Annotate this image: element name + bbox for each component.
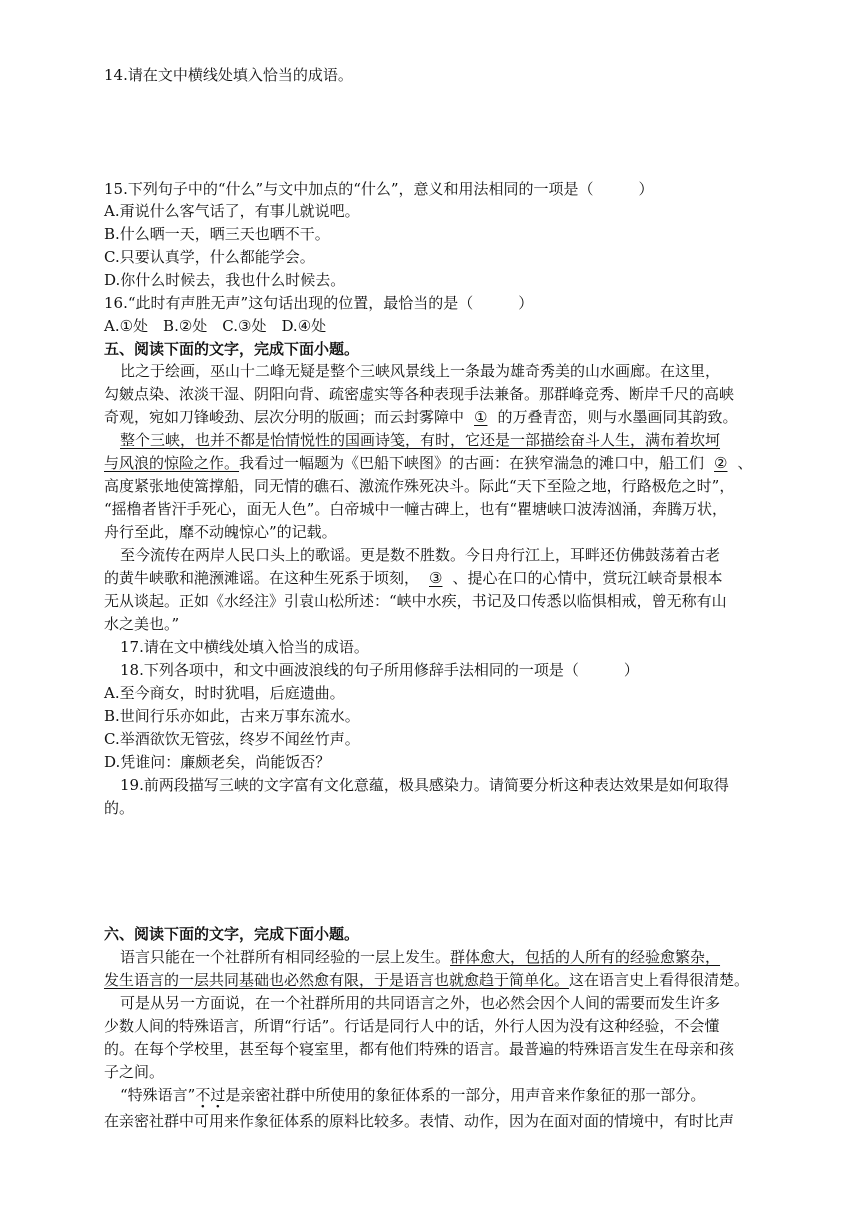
s5-p2-line4: “摇橹者皆汗手死心，面无人色”。白帝城中一幢古碑上，也有“瞿塘峡口波涛汹涌，奔腾万状， <box>104 500 728 518</box>
question-18-option-d: D.凭谁问：廉颇老矣，尚能饭否？ <box>104 753 331 771</box>
s6-p1-underlined-line2: 发生语言的一层共同基础也必然愈有限，于是语言也就愈趋于简单化。 <box>104 971 570 989</box>
s6-p3-line1 <box>120 1084 705 1106</box>
question-15-stem: 15.下列句子中的“什么”与文中加点的“什么”，意义和用法相同的一项是（ ） <box>104 180 654 198</box>
s6-p2-line3: 的。在每个学校里，甚至每个寝室里，都有他们特殊的语言。最普遍的特殊语言发生在母亲和孩 <box>104 1040 735 1058</box>
question-19-line1: 19.前两段描写三峡的文字富有文化意蕴，极具感染力。请简要分析这种表达效果是如何取得 <box>120 776 729 794</box>
question-15-option-d: D.你什么时候去，我也什么时候去。 <box>104 271 346 289</box>
s5-p2-wavy-sentence-line1: 整个三峡，也并不都是怡情悦性的国画诗笺，有时，它还是一部描绘奋斗人生，满布着坎坷 <box>120 431 721 449</box>
s6-p1-line1 <box>120 946 720 968</box>
question-18-option-b: B.世间行乐亦如此，古来万事东流水。 <box>104 707 360 725</box>
s5-p3-line2-text-a: 的黄牛峡歌和滟滪滩谣。在这种生死系于顷刻， <box>104 569 420 587</box>
s5-p1-line1: 比之于绘画，巫山十二峰无疑是整个三峡风景线上一条最为雄奇秀美的山水画廊。在这里， <box>120 362 721 380</box>
s5-p3-line4: 水之美也。” <box>104 615 180 633</box>
s6-p1-line1-text: 语言只能在一个社群所有相同经验的一层上发生。 <box>120 948 451 966</box>
s5-p3-line3: 无从谈起。正如《水经注》引袁山松所述：“峡中水疾，书记及口传悉以临惧相戒，曾无称有山 <box>104 592 727 610</box>
question-15-option-b: B.什么晒一天，晒三天也晒不干。 <box>104 225 330 243</box>
s6-p3-line1-text-a: “特殊语言” <box>120 1086 196 1104</box>
dotted-char-1: 不 <box>195 1086 211 1104</box>
s6-p3-line1-text-b: 是亲密社群中所使用的象征体系的一部分，用声音来作象征的那一部分。 <box>225 1086 706 1104</box>
s5-p2-line2-text: 我看过一幅题为《巴船下峡图》的古画：在狭窄湍急的滩口中，船工们 <box>239 454 705 472</box>
s5-p3-line2-text-b: 、提心在口的心情中，赏玩江峡奇景根本 <box>452 569 723 587</box>
question-15-option-a: A.甭说什么客气话了，有事儿就说吧。 <box>104 202 360 220</box>
s6-p1-line2-text: 这在语言史上看得很清楚。 <box>569 971 750 989</box>
question-14: 14.请在文中横线处填入恰当的成语。 <box>104 66 353 84</box>
s6-p2-line4: 子之间。 <box>104 1063 165 1081</box>
s5-p2-line2 <box>104 452 753 474</box>
s5-p1-line3 <box>104 406 737 428</box>
s6-p2-line1: 可是从另一方面说，在一个社群所用的共同语言之外，也必然会因个人间的需要而发生许多 <box>120 994 721 1012</box>
blank-3: ③ <box>429 569 443 587</box>
question-15-option-c: C.只要认真学，什么都能学会。 <box>104 248 315 266</box>
s5-p1-line3-text-b: 的万叠青峦，则与水墨画同其韵致。 <box>497 408 738 426</box>
blank-2: ② <box>714 454 728 472</box>
s5-p2-line3: 高度紧张地使篙撑船，同无情的礁石、激流作殊死决斗。际此“天下至险之地，行路极危之时”， <box>104 477 735 495</box>
question-16-options: A.①处 B.②处 C.③处 D.④处 <box>104 317 327 335</box>
s6-p2-line2: 少数人间的特殊语言，所谓“行话”。行话是同行人中的话，外行人因为没有这种经验，不会懂 <box>104 1017 720 1035</box>
question-18-option-a: A.至今商女，时时犹唱，后庭遗曲。 <box>104 684 345 702</box>
dotted-char-2: 过 <box>210 1086 226 1104</box>
blank-1: ① <box>474 408 488 426</box>
section-5-heading: 五、阅读下面的文字，完成下面小题。 <box>104 340 360 358</box>
s6-p3-line2: 在亲密社群中可用来作象征体系的原料比较多。表情、动作，因为在面对面的情境中，有时比声 <box>104 1112 735 1130</box>
question-16-stem: 16.“此时有声胜无声”这句话出现的位置，最恰当的是（ ） <box>104 294 534 312</box>
question-17: 17.请在文中横线处填入恰当的成语。 <box>120 638 369 656</box>
s5-p2-line5: 舟行至此，靡不动魄惊心”的记载。 <box>104 523 337 541</box>
s5-p1-line2: 勾皴点染、浓淡干湿、阴阳向背、疏密虚实等各种表现手法兼备。那群峰竞秀、断岸千尺的高峡 <box>104 385 735 403</box>
s6-p1-underlined-line1: 群体愈大，包括的人所有的经验愈繁杂， <box>450 948 721 966</box>
s5-p3-line2 <box>104 567 722 589</box>
section-6-heading: 六、阅读下面的文字，完成下面小题。 <box>104 925 360 943</box>
s5-p1-line3-text-a: 奇观，宛如刀锋峻劲、层次分明的版画；而云封雾障中 <box>104 408 465 426</box>
s5-p2-wavy-sentence-line2: 与风浪的惊险之作。 <box>104 454 240 472</box>
s5-p3-line1: 至今流传在两岸人民口头上的歌谣。更是数不胜数。今日舟行江上，耳畔还仿佛鼓荡着古老 <box>120 546 721 564</box>
question-18-stem: 18.下列各项中，和文中画波浪线的句子所用修辞手法相同的一项是（ ） <box>120 661 639 679</box>
question-19-line2: 的。 <box>104 799 135 817</box>
s5-p2-line2-tail: 、 <box>737 454 753 472</box>
question-18-option-c: C.举酒欲饮无管弦，终岁不闻丝竹声。 <box>104 730 360 748</box>
s6-p1-line2 <box>104 969 749 991</box>
